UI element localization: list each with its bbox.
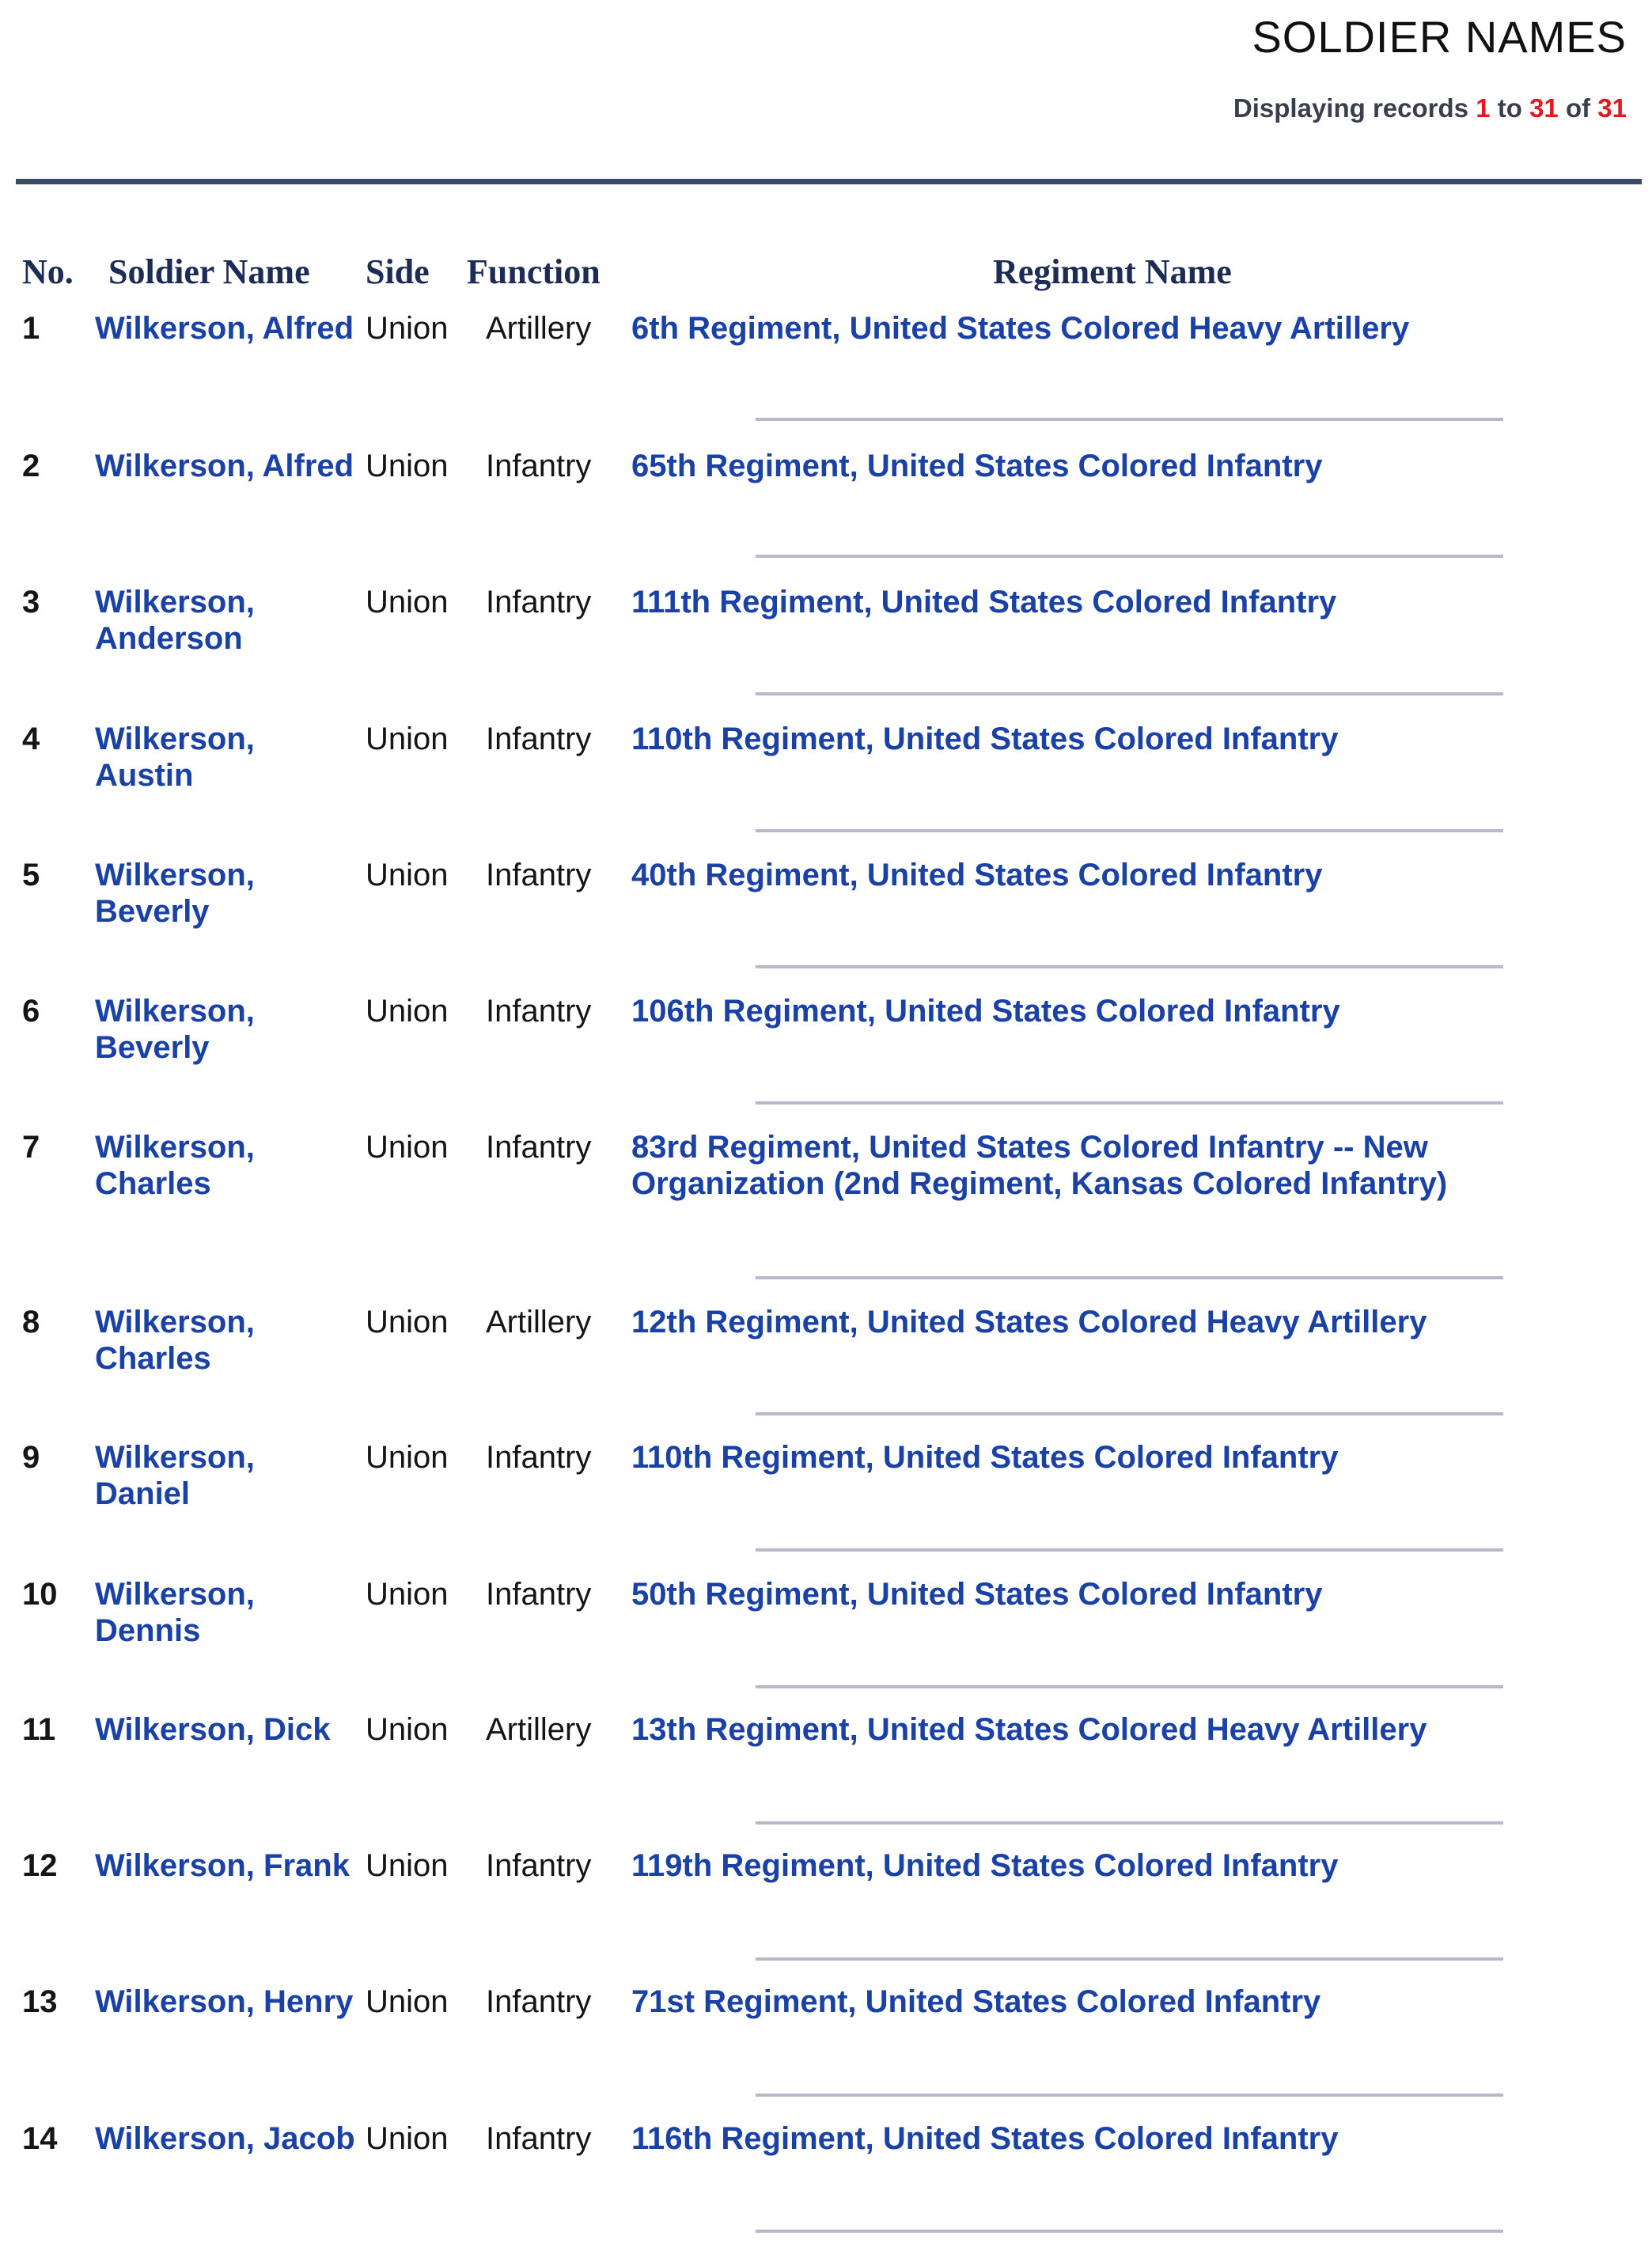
table-row	[0, 857, 1652, 983]
side-cell: Union	[366, 2121, 449, 2156]
record-from: 1	[1476, 93, 1491, 123]
regiment-name-link[interactable]: 116th Regiment, United States Colored Infantry	[631, 2121, 1339, 2156]
side-cell: Union	[366, 1577, 449, 1612]
soldier-name-link[interactable]: Wilkerson, Austin	[95, 722, 255, 793]
regiment-name-link[interactable]: 110th Regiment, United States Colored Infantry	[631, 1440, 1339, 1475]
regiment-name-link[interactable]: 50th Regiment, United States Colored Infantry	[631, 1577, 1323, 1612]
soldier-name-link[interactable]: Wilkerson, Jacob	[95, 2121, 355, 2156]
side-cell: Union	[366, 994, 449, 1029]
row-number: 13	[22, 1984, 58, 2019]
table-row	[0, 1847, 1652, 1974]
soldier-name-link[interactable]: Wilkerson, Henry	[95, 1984, 354, 2019]
row-number: 3	[22, 585, 40, 620]
soldier-name-link[interactable]: Wilkerson, Daniel	[95, 1440, 255, 1511]
table-row	[0, 1439, 1652, 1566]
row-divider	[756, 1957, 1503, 1961]
record-total: 31	[1597, 93, 1627, 123]
table-row	[0, 1304, 1652, 1430]
table-row	[0, 2120, 1652, 2247]
function-cell: Artillery	[486, 1305, 592, 1339]
side-cell: Union	[366, 1440, 449, 1475]
regiment-name-link[interactable]: 40th Regiment, United States Colored Infantry	[631, 858, 1323, 892]
record-to-word: to	[1497, 93, 1522, 123]
function-cell: Infantry	[486, 1848, 592, 1883]
side-cell: Union	[366, 1305, 449, 1339]
row-divider	[756, 418, 1503, 421]
regiment-name-link[interactable]: 111th Regiment, United States Colored Infantry	[631, 585, 1337, 620]
table-row	[0, 1129, 1652, 1256]
row-number: 1	[22, 311, 40, 346]
row-number: 12	[22, 1848, 58, 1883]
row-number: 11	[22, 1712, 56, 1747]
function-cell: Infantry	[486, 1577, 592, 1612]
soldier-name-link[interactable]: Wilkerson, Beverly	[95, 994, 255, 1065]
row-number: 8	[22, 1305, 40, 1339]
soldier-name-link[interactable]: Wilkerson, Alfred	[95, 449, 354, 483]
table-row	[0, 584, 1652, 710]
function-cell: Artillery	[486, 311, 592, 346]
column-header-side: Side	[366, 252, 430, 291]
function-cell: Infantry	[486, 449, 592, 483]
page-title: SOLDIER NAMES	[1252, 12, 1627, 62]
row-number: 10	[22, 1577, 58, 1612]
regiment-name-link[interactable]: 65th Regiment, United States Colored Infantry	[631, 449, 1323, 483]
row-divider	[756, 829, 1503, 832]
soldier-name-link[interactable]: Wilkerson, Charles	[95, 1130, 255, 1201]
function-cell: Artillery	[486, 1712, 592, 1747]
function-cell: Infantry	[486, 1440, 592, 1475]
row-divider	[756, 1821, 1503, 1825]
function-cell: Infantry	[486, 994, 592, 1029]
record-to: 31	[1529, 93, 1559, 123]
function-cell: Infantry	[486, 2121, 592, 2156]
side-cell: Union	[366, 585, 449, 620]
row-number: 5	[22, 858, 40, 892]
regiment-name-link[interactable]: 119th Regiment, United States Colored Infantry	[631, 1848, 1339, 1883]
row-number: 14	[22, 2121, 58, 2156]
column-header-soldier-name: Soldier Name	[108, 252, 310, 291]
row-number: 7	[22, 1130, 40, 1165]
row-divider	[756, 1412, 1503, 1415]
function-cell: Infantry	[486, 1984, 592, 2019]
side-cell: Union	[366, 1848, 449, 1883]
side-cell: Union	[366, 858, 449, 892]
side-cell: Union	[366, 1712, 449, 1747]
soldier-name-link[interactable]: Wilkerson, Anderson	[95, 585, 255, 656]
side-cell: Union	[366, 722, 449, 756]
record-count-prefix: Displaying records	[1233, 93, 1469, 123]
regiment-name-link[interactable]: 71st Regiment, United States Colored Infantry	[631, 1984, 1321, 2019]
column-header-function: Function	[467, 252, 601, 291]
soldier-name-link[interactable]: Wilkerson, Beverly	[95, 858, 255, 929]
soldier-name-link[interactable]: Wilkerson, Alfred	[95, 311, 354, 346]
row-divider	[756, 555, 1503, 558]
regiment-name-link[interactable]: 13th Regiment, United States Colored Heavy Artillery	[631, 1712, 1427, 1747]
row-divider	[756, 1276, 1503, 1279]
table-row	[0, 1984, 1652, 2110]
regiment-name-link[interactable]: 12th Regiment, United States Colored Heavy Artillery	[631, 1305, 1427, 1339]
soldier-name-link[interactable]: Wilkerson, Dennis	[95, 1577, 255, 1648]
table-row	[0, 1576, 1652, 1703]
regiment-name-link[interactable]: 83rd Regiment, United States Colored Infantry -- New Organization (2nd Regiment, Kansas Colored Infantry)	[631, 1130, 1448, 1201]
table-row	[0, 1711, 1652, 1838]
soldier-name-link[interactable]: Wilkerson, Dick	[95, 1712, 331, 1747]
column-header-regiment-name: Regiment Name	[993, 252, 1232, 291]
side-cell: Union	[366, 449, 449, 483]
record-of-word: of	[1565, 93, 1591, 123]
row-divider	[756, 692, 1503, 695]
column-header-no: No.	[22, 252, 74, 291]
row-divider	[756, 1685, 1503, 1688]
table-row	[0, 993, 1652, 1120]
function-cell: Infantry	[486, 585, 592, 620]
row-divider	[756, 1548, 1503, 1552]
row-number: 4	[22, 722, 40, 756]
row-divider	[756, 2230, 1503, 2233]
regiment-name-link[interactable]: 6th Regiment, United States Colored Heavy Artillery	[631, 311, 1410, 346]
row-number: 6	[22, 994, 40, 1029]
function-cell: Infantry	[486, 722, 592, 756]
row-divider	[756, 2094, 1503, 2097]
function-cell: Infantry	[486, 858, 592, 892]
side-cell: Union	[366, 311, 449, 346]
side-cell: Union	[366, 1130, 449, 1165]
row-divider	[756, 1101, 1503, 1105]
function-cell: Infantry	[486, 1130, 592, 1165]
table-row	[0, 721, 1652, 847]
soldier-name-link[interactable]: Wilkerson, Charles	[95, 1305, 255, 1376]
regiment-name-link[interactable]: 106th Regiment, United States Colored Infantry	[631, 994, 1340, 1029]
regiment-name-link[interactable]: 110th Regiment, United States Colored Infantry	[631, 722, 1339, 756]
side-cell: Union	[366, 1984, 449, 2019]
row-number: 9	[22, 1440, 40, 1475]
row-divider	[756, 965, 1503, 968]
row-number: 2	[22, 449, 40, 483]
soldier-name-link[interactable]: Wilkerson, Frank	[95, 1848, 350, 1883]
